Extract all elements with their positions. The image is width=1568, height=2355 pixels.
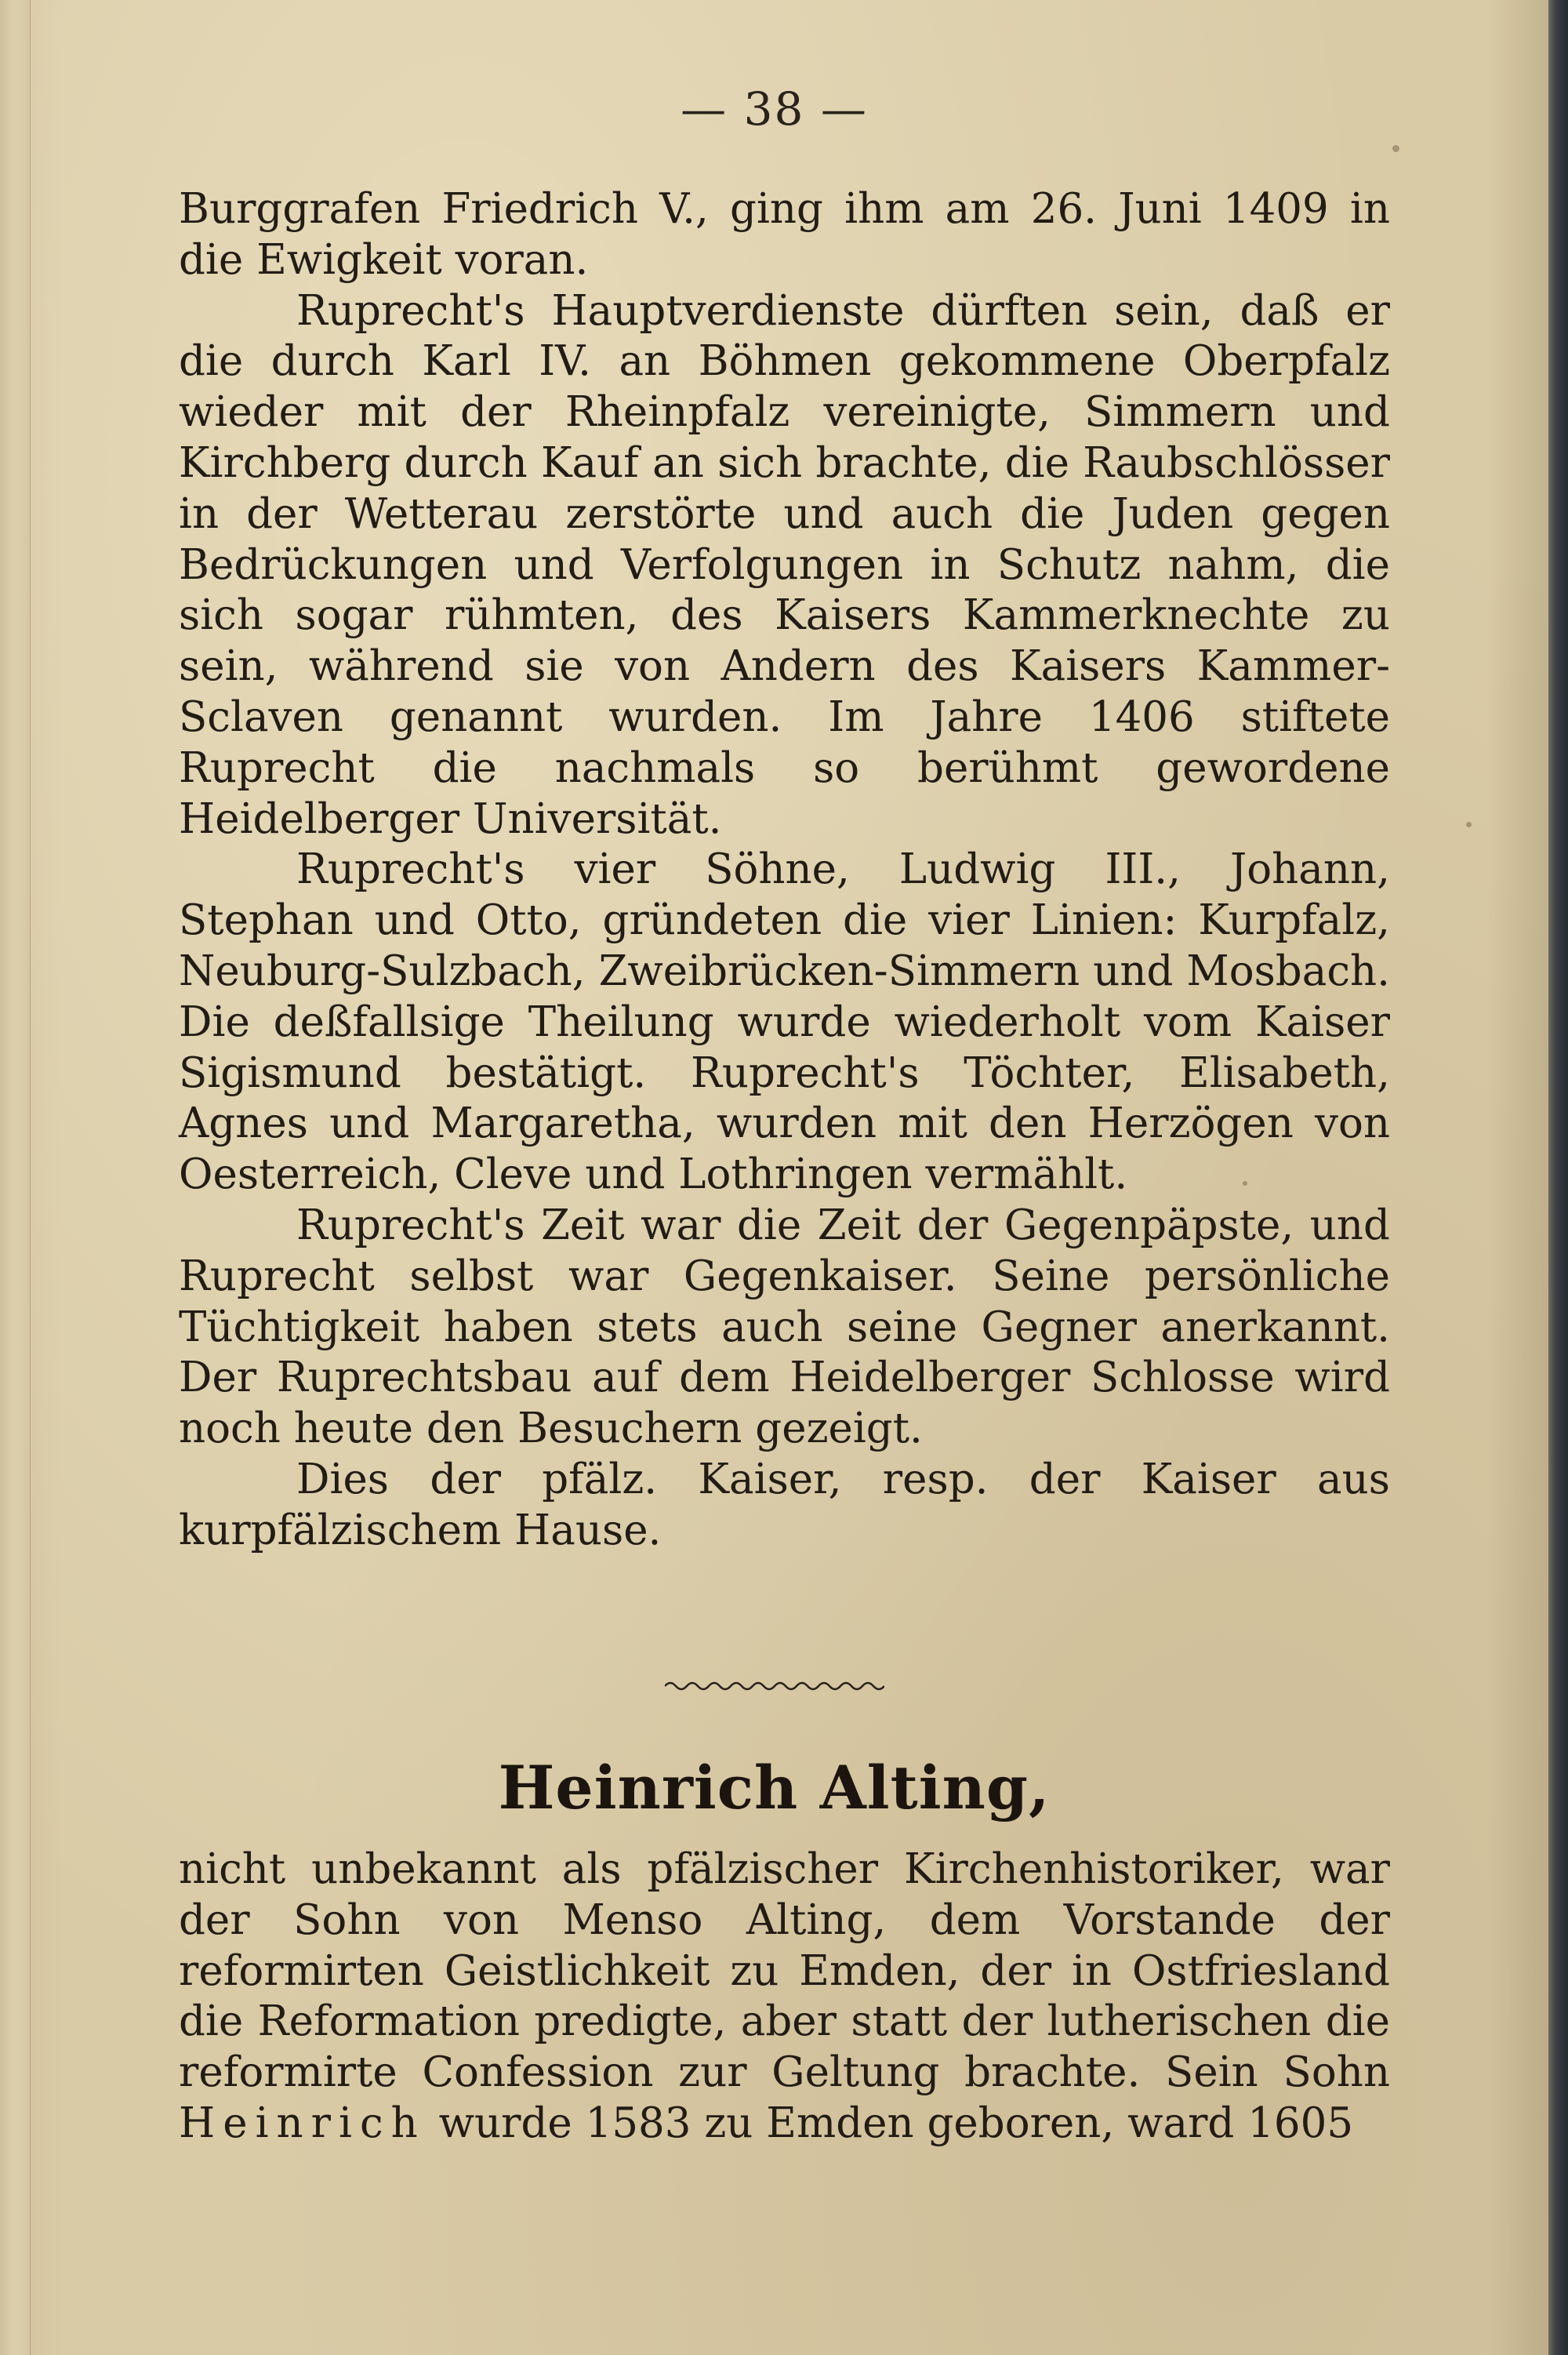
paragraph-5: Dies der pfälz. Kaiser, resp. der Kaiser aus kurpfälzischem Hause. [179, 1455, 1390, 1554]
paper-speck [1392, 145, 1399, 152]
section-heading: Heinrich Alting, [498, 1753, 1051, 1823]
paragraph-3: Ruprecht's vier Söhne, Ludwig III., Johann, Stephan und Otto, gründeten die vier Linien: Kurpfalz, Neuburg-Sulzbach, Zweibrücken-Simmern und Mosbach. Die deßfallsige Theilung wurde wiederholt vom Kaiser Sigismund bestätigt. Ruprecht's Töchter, Elisabeth, Agnes und Margaretha, wurden mit den Herzögen von Oesterreich, Cleve und Lothringen vermählt. [179, 845, 1390, 1199]
paragraph-alting-end: wurde 1583 zu Emden geboren, ward 1605 [438, 2099, 1354, 2147]
paragraph-4: Ruprecht's Zeit war die Zeit der Gegenpäpste, und Ruprecht selbst war Gegenkaiser. Seine persönliche Tüchtigkeit haben stets auch seine Gegner anerkannt. Der Ruprechtsbau auf dem Heidelberger Schlosse wird noch heute den Besuchern gezeigt. [179, 1201, 1390, 1453]
wave-divider-icon [665, 1678, 884, 1694]
body-text-section-2 [179, 1844, 1390, 2150]
book-binding-edge [1548, 0, 1568, 2355]
paragraph-alting [179, 1844, 1390, 2150]
body-text-section-1 [179, 184, 1390, 1557]
page-edge [0, 0, 31, 2355]
paper-speck [1243, 1181, 1247, 1186]
paper-speck [1466, 822, 1472, 827]
page-number: — 38 — [681, 82, 868, 136]
spaced-name: Heinrich [179, 2099, 426, 2147]
section-divider-ornament [0, 1674, 1548, 1698]
paragraph-2: Ruprecht's Hauptverdienste dürften sein, daß er die durch Karl IV. an Böhmen gekommene Oberpfalz wieder mit der Rheinpfalz vereinigte, Simmern und Kirchberg durch Kauf an sich brachte, die Raubschlösser in der Wetterau zerstörte und auch die Juden gegen Bedrückungen und Verfolgungen in Schutz nahm, die sich sogar rühmten, des Kaisers Kammerknechte zu sein, während sie von Andern des Kaisers Kammer-Sclaven genannt wurden. Im Jahre 1406 stiftete Ruprecht die nachmals so berühmt gewordene Heidelberger Universität. [179, 286, 1390, 843]
paragraph-alting-main: nicht unbekannt als pfälzischer Kirchenhistoriker, war der Sohn von Menso Alting, dem Vorstande der reformirten Geistlichkeit zu Emden, der in Ostfriesland die Reformation predigte, aber statt der lutherischen die reformirte Confession zur Geltung brachte. Sein Sohn [179, 1845, 1390, 2097]
paragraph-1: Burggrafen Friedrich V., ging ihm am 26. Juni 1409 in die Ewigkeit voran. [179, 185, 1390, 284]
